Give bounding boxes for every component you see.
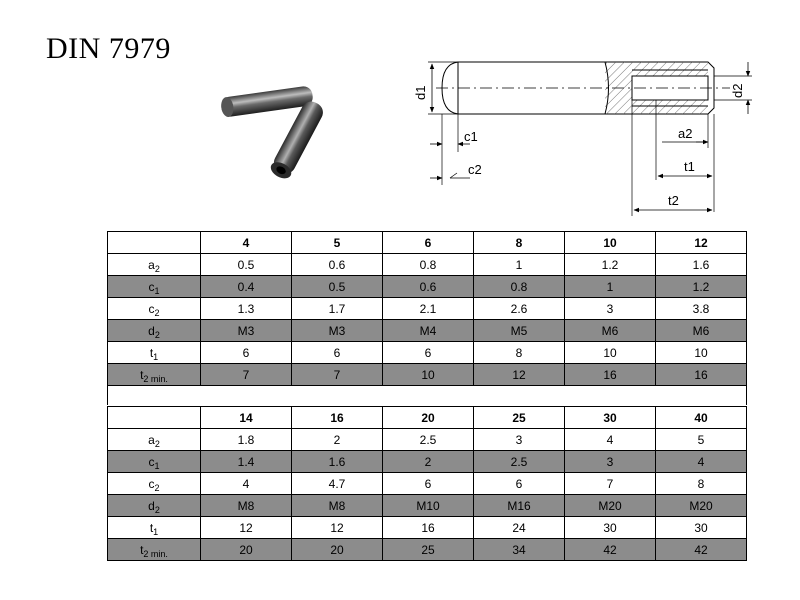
row-label: $c_1$	[108, 276, 201, 298]
table-cell: 2.5	[474, 451, 565, 473]
page-title: DIN 7979	[46, 32, 171, 65]
table-cell: 42	[656, 539, 747, 561]
table-cell: 6	[383, 342, 474, 364]
size-header: 12	[656, 232, 747, 254]
table-row-c2	[108, 298, 747, 320]
table-cell: 30	[565, 517, 656, 539]
table-cell: 0.5	[201, 254, 292, 276]
table-row-t2-min	[108, 539, 747, 561]
c2-label: c2	[468, 162, 482, 177]
table-cell: 2.5	[383, 429, 474, 451]
table-cell: 20	[201, 539, 292, 561]
table-cell: M10	[383, 495, 474, 517]
table-cell: 2.6	[474, 298, 565, 320]
table-cell: 10	[565, 342, 656, 364]
table-cell: M20	[656, 495, 747, 517]
size-header: 40	[656, 407, 747, 429]
table-cell: 34	[474, 539, 565, 561]
size-header: 10	[565, 232, 656, 254]
table-row-d2	[108, 320, 747, 342]
row-label: $a_2$	[108, 254, 201, 276]
table-cell: 16	[383, 517, 474, 539]
size-header: 4	[201, 232, 292, 254]
row-label: $c_2$	[108, 473, 201, 495]
table-cell: M8	[292, 495, 383, 517]
size-header: 20	[383, 407, 474, 429]
table-cell: 6	[474, 473, 565, 495]
table-cell: 0.6	[292, 254, 383, 276]
table-cell: M6	[656, 320, 747, 342]
dimensions-table-1	[107, 231, 747, 386]
table-row-a2	[108, 254, 747, 276]
row-label: $c_1$	[108, 451, 201, 473]
table-row-a2	[108, 429, 747, 451]
table-cell: 3	[474, 429, 565, 451]
table-cell: 0.8	[474, 276, 565, 298]
table-row-c1	[108, 451, 747, 473]
table-cell: M6	[565, 320, 656, 342]
table-cell: 5	[656, 429, 747, 451]
dimensions-table-2	[107, 406, 747, 561]
table-cell: 1.8	[201, 429, 292, 451]
table-cell: 0.5	[292, 276, 383, 298]
table-cell: 16	[656, 364, 747, 386]
table-cell: 24	[474, 517, 565, 539]
table-cell: 7	[565, 473, 656, 495]
table-cell: 0.6	[383, 276, 474, 298]
table-cell: 1	[565, 276, 656, 298]
row-label: $t_{2 min.}$	[108, 539, 201, 561]
table-cell: 4	[201, 473, 292, 495]
size-header: 14	[201, 407, 292, 429]
table-cell: 8	[474, 342, 565, 364]
table-cell: 4	[656, 451, 747, 473]
table-cell: 1.6	[656, 254, 747, 276]
table-cell: 25	[383, 539, 474, 561]
table-cell: 1.6	[292, 451, 383, 473]
table-cell: 6	[292, 342, 383, 364]
corner-cell	[108, 232, 201, 254]
table-cell: 12	[201, 517, 292, 539]
table-cell: M20	[565, 495, 656, 517]
table-cell: 7	[292, 364, 383, 386]
table-cell: M3	[292, 320, 383, 342]
table-row-c2	[108, 473, 747, 495]
row-label: $t_1$	[108, 342, 201, 364]
a2-label: a2	[678, 126, 693, 141]
table-cell: 2	[292, 429, 383, 451]
table-cell: 3	[565, 298, 656, 320]
table-cell: 6	[201, 342, 292, 364]
table-cell: M16	[474, 495, 565, 517]
table-cell: 30	[656, 517, 747, 539]
size-header: 8	[474, 232, 565, 254]
table-cell: M5	[474, 320, 565, 342]
table-cell: 10	[656, 342, 747, 364]
row-label: $a_2$	[108, 429, 201, 451]
table-cell: 1.7	[292, 298, 383, 320]
table-cell: M8	[201, 495, 292, 517]
c1-label: c1	[464, 129, 478, 144]
table-cell: 2.1	[383, 298, 474, 320]
table-row-c1	[108, 276, 747, 298]
row-label: $d_2$	[108, 320, 201, 342]
table-row-t1	[108, 517, 747, 539]
dowel-pins-photo	[212, 76, 342, 182]
table-cell: 1	[474, 254, 565, 276]
t2-label: t2	[668, 193, 679, 208]
row-label: $t_1$	[108, 517, 201, 539]
table-cell: 3	[565, 451, 656, 473]
table-cell: 1.2	[565, 254, 656, 276]
table-cell: 42	[565, 539, 656, 561]
table-cell: 16	[565, 364, 656, 386]
size-header: 25	[474, 407, 565, 429]
size-header: 5	[292, 232, 383, 254]
table-cell: 1.4	[201, 451, 292, 473]
table-cell: 4.7	[292, 473, 383, 495]
table-cell: 8	[656, 473, 747, 495]
size-header: 6	[383, 232, 474, 254]
d2-label: d2	[730, 83, 745, 98]
d1-label: d1	[413, 85, 428, 100]
table-cell: 1.2	[656, 276, 747, 298]
table-row-t2-min	[108, 364, 747, 386]
technical-drawing	[400, 40, 760, 220]
table-cell: 3.8	[656, 298, 747, 320]
t1-label: t1	[684, 159, 695, 174]
table-cell: 12	[292, 517, 383, 539]
table-cell: 0.4	[201, 276, 292, 298]
table-cell: 20	[292, 539, 383, 561]
table-cell: 4	[565, 429, 656, 451]
table-row-t1	[108, 342, 747, 364]
table-row-d2	[108, 495, 747, 517]
table-cell: 2	[383, 451, 474, 473]
table-spacer-row	[107, 384, 747, 405]
size-header: 30	[565, 407, 656, 429]
table-cell: 1.3	[201, 298, 292, 320]
table-cell: M4	[383, 320, 474, 342]
table-cell: 10	[383, 364, 474, 386]
table-cell: 7	[201, 364, 292, 386]
size-header-row	[108, 407, 747, 429]
table-cell: M3	[201, 320, 292, 342]
row-label: $d_2$	[108, 495, 201, 517]
row-label: $t_{2 min.}$	[108, 364, 201, 386]
table-cell: 0.8	[383, 254, 474, 276]
row-label: $c_2$	[108, 298, 201, 320]
table-cell: 6	[383, 473, 474, 495]
size-header-row	[108, 232, 747, 254]
corner-cell	[108, 407, 201, 429]
table-cell: 12	[474, 364, 565, 386]
size-header: 16	[292, 407, 383, 429]
